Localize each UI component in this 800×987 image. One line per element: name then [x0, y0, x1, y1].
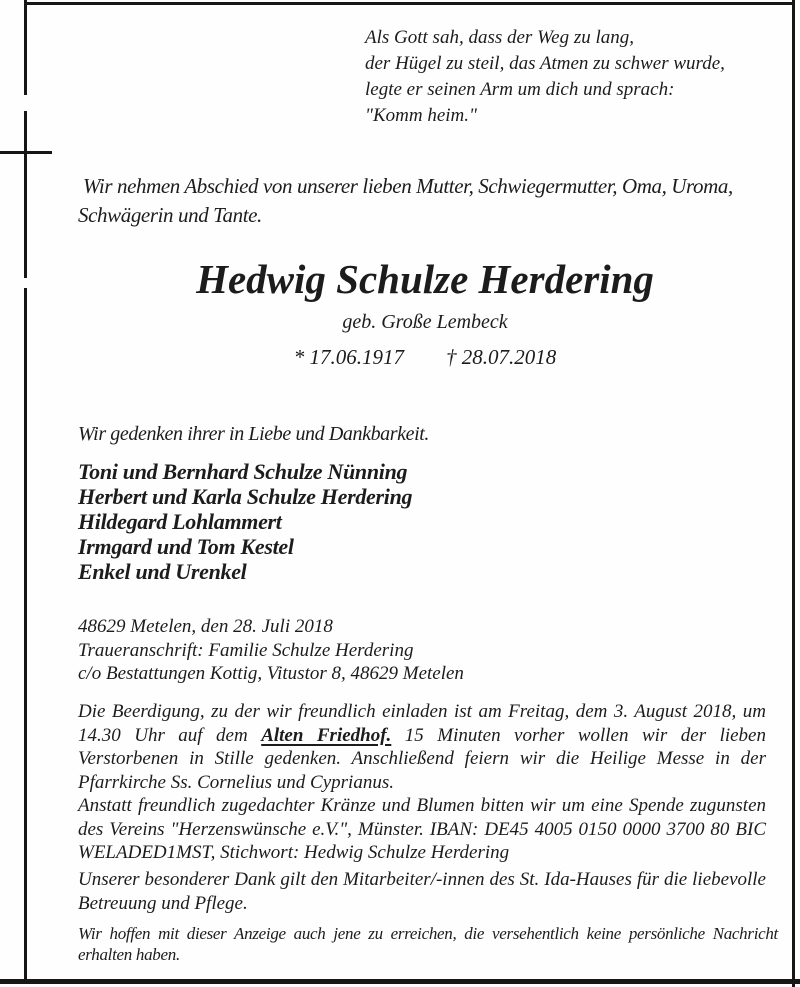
place-and-date: 48629 Metelen, den 28. Juli 2018 — [78, 616, 333, 637]
life-dates — [78, 345, 772, 370]
frame-right-border — [792, 0, 795, 987]
poem-line: Als Gott sah, dass der Weg zu lang, — [365, 27, 635, 48]
deceased-name: Hedwig Schulze Herdering — [196, 256, 654, 302]
frame-top-border — [24, 2, 795, 5]
mourner-name: Enkel und Urenkel — [78, 559, 247, 584]
poem-line: der Hügel zu steil, das Atmen zu schwer wurde, — [365, 53, 725, 74]
funeral-location-highlight: Alten Friedhof. — [261, 724, 392, 746]
closing-note: Wir hoffen mit dieser Anzeige auch jene zu erreichen, die versehentlich keine persönliche Nachricht erhalten haben. — [78, 924, 778, 964]
thanks-paragraph: Unserer besonderer Dank gilt den Mitarbeiter/-innen des St. Ida-Hauses für die liebevolle Betreuung und Pflege. — [78, 869, 766, 914]
opening-poem — [365, 25, 725, 129]
mourner-name: Irmgard und Tom Kestel — [78, 534, 294, 559]
birth-date: * 17.06.1917 — [293, 345, 404, 369]
mourners-list — [78, 459, 412, 584]
donation-paragraph: Anstatt freundlich zugedachter Kränze und Blumen bitten wir um eine Spende zugunsten des Vereins "Herzenswünsche e.V.", Münster. IBAN: DE45 4005 0150 0000 3700 80 BIC WELADED1MST, Stichwort: Hedwig Schulze Herdering — [78, 795, 766, 863]
maiden-name: geb. Große Lembeck — [342, 311, 508, 333]
mourner-name: Toni und Bernhard Schulze Nünning — [78, 459, 408, 484]
frame-left-border-segment — [24, 111, 27, 278]
death-date: † 28.07.2018 — [446, 345, 557, 369]
address-block — [78, 615, 464, 686]
funeral-details-paragraph — [78, 700, 766, 794]
remembrance-text: Wir gedenken ihrer in Liebe und Dankbarkeit. — [78, 423, 430, 445]
frame-left-border-segment — [24, 0, 27, 95]
funeral-text-before: Die Beerdigung, zu der wir freundlich einladen ist am Freitag, dem 3. August 2018, um 14.30 Uhr auf dem — [78, 701, 766, 746]
condolence-address-line: c/o Bestattungen Kottig, Vitustor 8, 48629 Metelen — [78, 663, 464, 684]
farewell-text: Wir nehmen Abschied von unserer lieben Mutter, Schwiegermutter, Oma, Uroma, Schwägerin und Tante. — [78, 174, 733, 227]
poem-line: "Komm heim." — [365, 105, 478, 126]
poem-line: legte er seinen Arm um dich und sprach: — [365, 79, 675, 100]
condolence-address-line: Traueranschrift: Familie Schulze Herdering — [78, 639, 414, 661]
mourner-name: Hildegard Lohlammert — [78, 509, 282, 534]
funeral-text-after: 15 Minuten vorher wollen wir der lieben Verstorbenen in Stille gedenken. Anschließend feiern wir die Heilige Messe in der Pfarrkirche Ss. Cornelius und Cyprianus. — [78, 724, 766, 793]
frame-bottom-border — [0, 979, 800, 984]
frame-left-border-segment — [24, 288, 27, 980]
mourner-name: Herbert und Karla Schulze Herdering — [78, 484, 413, 509]
crop-mark-horizontal — [0, 151, 52, 154]
